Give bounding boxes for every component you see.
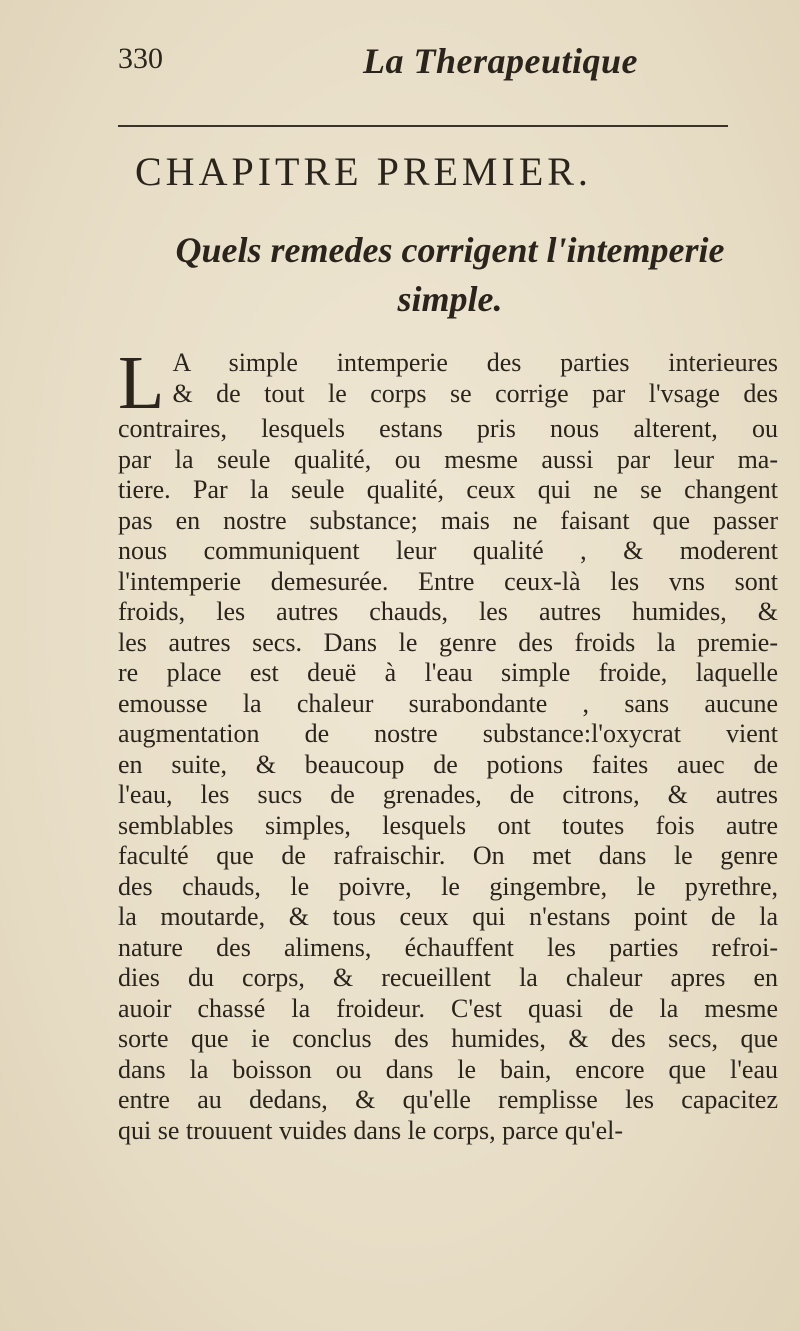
- text-line: A simple intemperie des parties interieures: [172, 348, 778, 377]
- text-line: & de tout le corps se corrige par l'vsage des: [172, 378, 778, 408]
- text-line: en suite, & beaucoup de potions faites auec de: [118, 749, 778, 779]
- text-line: dans la boisson ou dans le bain, encore que l'eau: [118, 1054, 778, 1084]
- page-number: 330: [118, 42, 163, 75]
- chapter-heading: CHAPITRE PREMIER.: [135, 149, 592, 194]
- text-line: froids, les autres chauds, les autres humides, &: [118, 597, 778, 626]
- text-line: emousse la chaleur surabondante , sans aucune: [118, 688, 778, 718]
- text-line: entre au dedans, & qu'elle remplisse les capacitez: [118, 1085, 778, 1114]
- running-head: [118, 40, 718, 90]
- text-line: pas en nostre substance; mais ne faisant que passer: [118, 505, 778, 535]
- text-line: la moutarde, & tous ceux qui n'estans point de la: [118, 902, 778, 931]
- text-line: par la seule qualité, ou mesme aussi par leur ma-: [118, 444, 778, 474]
- text-line: faculté que de rafraischir. On met dans le genre: [118, 841, 778, 870]
- header-rule: [118, 125, 728, 127]
- section-title-line: simple.: [397, 278, 503, 319]
- text-line: tiere. Par la seule qualité, ceux qui ne se changent: [118, 475, 778, 504]
- text-line: qui se trouuent vuides dans le corps, parce qu'el-: [118, 1115, 624, 1145]
- text-line: auoir chassé la froideur. C'est quasi de la mesme: [118, 993, 778, 1023]
- section-title: [135, 226, 765, 323]
- text-line: augmentation de nostre substance:l'oxycrat vient: [118, 719, 778, 748]
- text-line: des chauds, le poivre, le gingembre, le pyrethre,: [118, 871, 778, 901]
- text-line: dies du corps, & recueillent la chaleur apres en: [118, 963, 778, 992]
- text-line: nature des alimens, échauffent les parties refroi-: [118, 932, 778, 962]
- text-line: contraires, lesquels estans pris nous alterent, ou: [118, 414, 778, 443]
- text-line: semblables simples, lesquels ont toutes fois autre: [118, 810, 778, 840]
- text-line: sorte que ie conclus des humides, & des secs, que: [118, 1024, 778, 1053]
- text-line: l'intemperie demesurée. Entre ceux-là les vns sont: [118, 566, 778, 596]
- text-line: l'eau, les sucs de grenades, de citrons, & autres: [118, 780, 778, 809]
- drop-cap: L: [118, 348, 165, 414]
- running-title: La Therapeutique: [363, 41, 638, 81]
- text-line: re place est deuë à l'eau simple froide, laquelle: [118, 658, 778, 687]
- section-title-line: Quels remedes corrigent l'intemperie: [175, 230, 725, 270]
- text-line: nous communiquent leur qualité , & moderent: [118, 536, 778, 565]
- opening-paragraph: [118, 348, 778, 414]
- body-text: [118, 348, 778, 1146]
- text-line: les autres secs. Dans le genre des froids la premie-: [118, 627, 778, 657]
